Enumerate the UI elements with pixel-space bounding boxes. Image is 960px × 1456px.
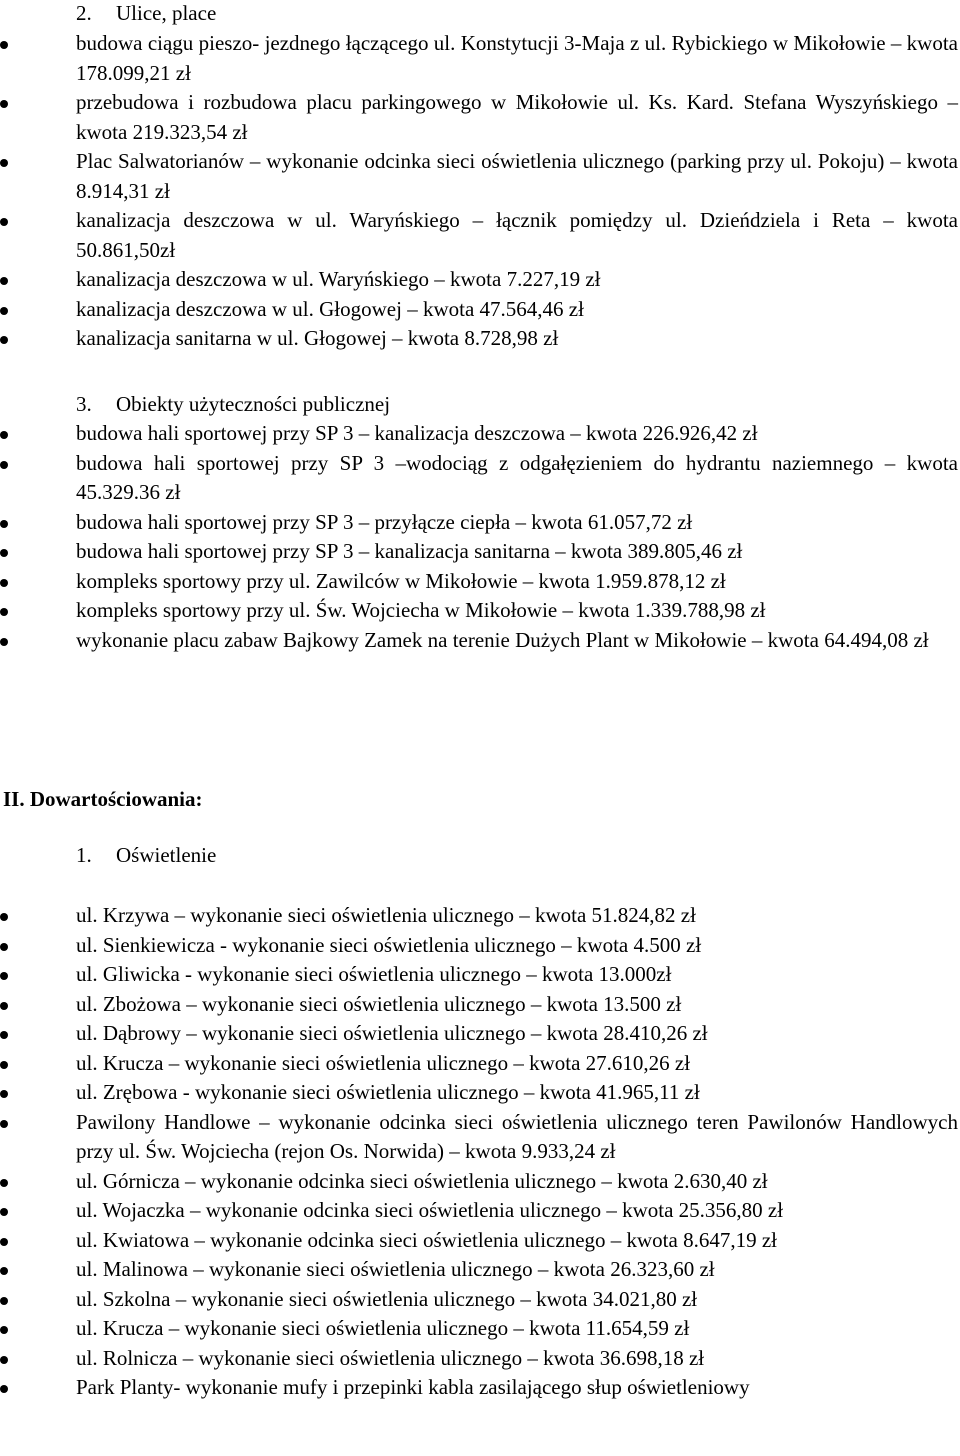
list-item-text: ul. Zbożowa – wykonanie sieci oświetlenia ulicznego – kwota 13.500 zł bbox=[76, 991, 682, 1016]
list-item bbox=[0, 29, 960, 88]
section-2-heading bbox=[76, 0, 216, 26]
bullet-icon bbox=[0, 1090, 8, 1098]
list-item bbox=[0, 295, 960, 325]
part-2-title: II. Dowartościowania: bbox=[3, 787, 203, 811]
list-item bbox=[0, 265, 960, 295]
bullet-icon bbox=[0, 549, 8, 557]
bullet-icon bbox=[0, 41, 8, 49]
list-item-text: kanalizacja deszczowa w ul. Głogowej – kwota 47.564,46 zł bbox=[76, 296, 584, 321]
list-item-text: kanalizacja deszczowa w ul. Waryńskiego – kwota 7.227,19 zł bbox=[76, 267, 601, 291]
list-item-text: kanalizacja sanitarna w ul. Głogowej – kwota 8.728,98 zł bbox=[76, 326, 559, 350]
list-item bbox=[0, 596, 960, 626]
list-item-text: ul. Krzywa – wykonanie sieci oświetlenia ulicznego – kwota 51.824,82 zł bbox=[76, 903, 696, 927]
list-item bbox=[0, 1108, 960, 1167]
subsection-1-list bbox=[0, 901, 960, 1403]
list-item bbox=[0, 419, 960, 449]
section-2-list bbox=[0, 29, 960, 354]
subsection-1-title: Oświetlenie bbox=[116, 843, 217, 867]
bullet-icon bbox=[0, 1326, 8, 1334]
list-item-text: kanalizacja deszczowa w ul. Waryńskiego – łącznik pomiędzy ul. Dzieńdziela i Reta – kwota 50.861,50zł bbox=[76, 208, 958, 262]
list-item bbox=[0, 990, 960, 1020]
list-item-text: kompleks sportowy przy ul. Św. Wojciecha w Mikołowie – kwota 1.339.788,98 zł bbox=[76, 598, 766, 622]
section-3-heading bbox=[76, 391, 390, 417]
section-3-title: Obiekty użyteczności publicznej bbox=[116, 392, 391, 416]
bullet-icon bbox=[0, 218, 8, 226]
list-item-text: ul. Sienkiewicza - wykonanie sieci oświetlenia ulicznego – kwota 4.500 zł bbox=[76, 932, 702, 957]
bullet-icon bbox=[0, 913, 8, 921]
list-item-text: budowa ciągu pieszo- jezdnego łączącego ul. Konstytucji 3-Maja z ul. Rybickiego w Mikołowie – kwota 178.099,21 zł bbox=[76, 31, 958, 85]
list-item bbox=[0, 567, 960, 597]
list-item-text: ul. Kwiatowa – wykonanie odcinka sieci oświetlenia ulicznego – kwota 8.647,19 zł bbox=[76, 1227, 777, 1252]
list-item-text: ul. Krucza – wykonanie sieci oświetlenia ulicznego – kwota 27.610,26 zł bbox=[76, 1050, 691, 1075]
list-item-text: budowa hali sportowej przy SP 3 – kanalizacja sanitarna – kwota 389.805,46 zł bbox=[76, 539, 743, 563]
bullet-icon bbox=[0, 307, 8, 315]
bullet-icon bbox=[0, 943, 8, 951]
bullet-icon bbox=[0, 1356, 8, 1364]
section-3-list bbox=[0, 419, 960, 655]
list-item-text: ul. Dąbrowy – wykonanie sieci oświetlenia ulicznego – kwota 28.410,26 zł bbox=[76, 1021, 708, 1045]
list-item-text: budowa hali sportowej przy SP 3 – kanalizacja deszczowa – kwota 226.926,42 zł bbox=[76, 421, 758, 445]
list-item bbox=[0, 1019, 960, 1049]
list-item bbox=[0, 1049, 960, 1079]
bullet-icon bbox=[0, 1385, 8, 1393]
subsection-1-number: 1. bbox=[76, 843, 92, 867]
list-item-text: wykonanie placu zabaw Bajkowy Zamek na terenie Dużych Plant w Mikołowie – kwota 64.494,08 zł bbox=[76, 627, 929, 652]
list-item bbox=[0, 508, 960, 538]
list-item-text: przebudowa i rozbudowa placu parkingowego w Mikołowie ul. Ks. Kard. Stefana Wyszyńskiego – kwota 219.323,54 zł bbox=[76, 90, 958, 144]
section-2-title: Ulice, place bbox=[116, 1, 217, 25]
list-item bbox=[0, 206, 960, 265]
list-item bbox=[0, 1078, 960, 1108]
list-item-text: ul. Krucza – wykonanie sieci oświetlenia ulicznego – kwota 11.654,59 zł bbox=[76, 1316, 690, 1340]
list-item-text: kompleks sportowy przy ul. Zawilców w Mikołowie – kwota 1.959.878,12 zł bbox=[76, 568, 726, 593]
list-item-text: budowa hali sportowej przy SP 3 –wodociąg z odgałęzieniem do hydrantu naziemnego – kwota 45.329.36 zł bbox=[76, 450, 958, 504]
list-item bbox=[0, 1344, 960, 1374]
bullet-icon bbox=[0, 520, 8, 528]
list-item-text: ul. Szkolna – wykonanie sieci oświetlenia ulicznego – kwota 34.021,80 zł bbox=[76, 1286, 698, 1311]
bullet-icon bbox=[0, 579, 8, 587]
list-item-text: ul. Zrębowa - wykonanie sieci oświetlenia ulicznego – kwota 41.965,11 zł bbox=[76, 1080, 700, 1104]
list-item bbox=[0, 1226, 960, 1256]
list-item bbox=[0, 449, 960, 508]
bullet-icon bbox=[0, 431, 8, 439]
bullet-icon bbox=[0, 1208, 8, 1216]
bullet-icon bbox=[0, 972, 8, 980]
bullet-icon bbox=[0, 1297, 8, 1305]
bullet-icon bbox=[0, 1238, 8, 1246]
list-item bbox=[0, 1255, 960, 1285]
list-item-text: Park Planty- wykonanie mufy i przepinki kabla zasilającego słup oświetleniowy bbox=[76, 1375, 750, 1399]
section-2-number: 2. bbox=[76, 1, 92, 25]
bullet-icon bbox=[0, 100, 8, 108]
bullet-icon bbox=[0, 1031, 8, 1039]
list-item bbox=[0, 931, 960, 961]
list-item bbox=[0, 537, 960, 567]
list-item-text: ul. Rolnicza – wykonanie sieci oświetlenia ulicznego – kwota 36.698,18 zł bbox=[76, 1345, 705, 1370]
subsection-1-heading bbox=[76, 842, 216, 868]
list-item-text: ul. Malinowa – wykonanie sieci oświetlenia ulicznego – kwota 26.323,60 zł bbox=[76, 1257, 715, 1281]
bullet-icon bbox=[0, 638, 8, 646]
bullet-icon bbox=[0, 1179, 8, 1187]
bullet-icon bbox=[0, 1002, 8, 1010]
list-item bbox=[0, 147, 960, 206]
list-item bbox=[0, 1285, 960, 1315]
list-item-text: ul. Gliwicka - wykonanie sieci oświetlenia ulicznego – kwota 13.000zł bbox=[76, 962, 672, 986]
list-item bbox=[0, 901, 960, 931]
list-item-text: Pawilony Handlowe – wykonanie odcinka sieci oświetlenia ulicznego teren Pawilonów Handlowych przy ul. Św. Wojciecha (rejon Os. Norwida) – kwota 9.933,24 zł bbox=[76, 1109, 958, 1163]
bullet-icon bbox=[0, 1061, 8, 1069]
bullet-icon bbox=[0, 1267, 8, 1275]
list-item bbox=[0, 626, 960, 656]
list-item bbox=[0, 324, 960, 354]
section-3-number: 3. bbox=[76, 392, 92, 416]
bullet-icon bbox=[0, 608, 8, 616]
bullet-icon bbox=[0, 159, 8, 167]
list-item-text: ul. Wojaczka – wykonanie odcinka sieci oświetlenia ulicznego – kwota 25.356,80 zł bbox=[76, 1198, 784, 1222]
list-item bbox=[0, 1196, 960, 1226]
list-item bbox=[0, 1373, 960, 1403]
bullet-icon bbox=[0, 336, 8, 344]
list-item bbox=[0, 960, 960, 990]
list-item bbox=[0, 88, 960, 147]
bullet-icon bbox=[0, 1120, 8, 1128]
bullet-icon bbox=[0, 461, 8, 469]
list-item bbox=[0, 1314, 960, 1344]
bullet-icon bbox=[0, 277, 8, 285]
list-item-text: Plac Salwatorianów – wykonanie odcinka sieci oświetlenia ulicznego (parking przy ul. Pokoju) – kwota 8.914,31 zł bbox=[76, 149, 958, 203]
list-item-text: ul. Górnicza – wykonanie odcinka sieci oświetlenia ulicznego – kwota 2.630,40 zł bbox=[76, 1168, 768, 1193]
list-item bbox=[0, 1167, 960, 1197]
list-item-text: budowa hali sportowej przy SP 3 – przyłącze ciepła – kwota 61.057,72 zł bbox=[76, 509, 693, 534]
